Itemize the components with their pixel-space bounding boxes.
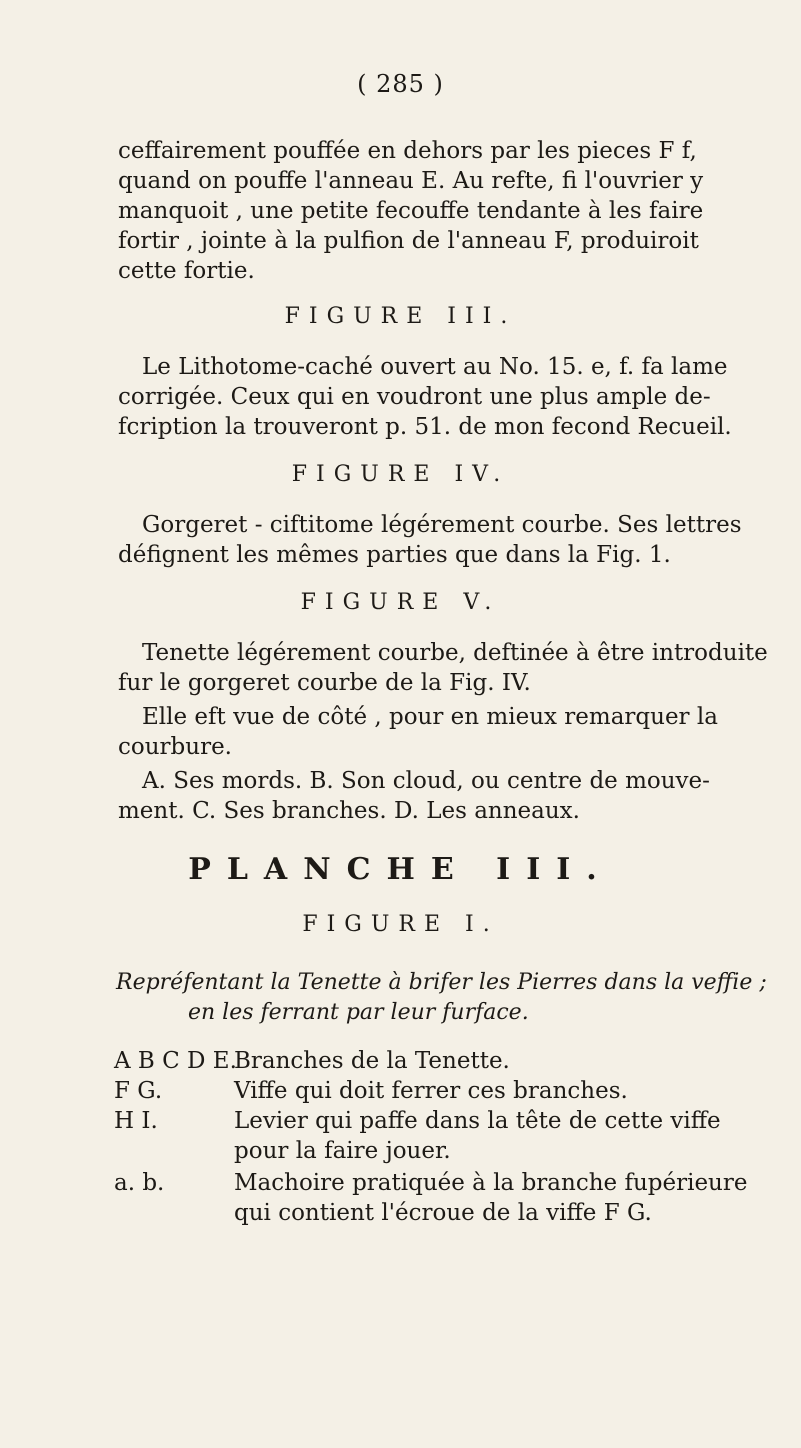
text-line: corrigée. Ceux qui en voudront une plus ample de- <box>118 384 711 410</box>
text-line: Le Lithotome-caché ouvert au No. 15. e, f. fa lame <box>142 354 728 380</box>
legend-row <box>114 1198 652 1228</box>
legend-key: F G. <box>114 1078 163 1104</box>
text-line: défignent les mêmes parties que dans la Fig. 1. <box>118 542 671 568</box>
legend-row <box>114 1076 628 1106</box>
text-line: fur le gorgeret courbe de la Fig. IV. <box>118 670 531 696</box>
text-line: cette fortie. <box>118 258 255 284</box>
legend-text: Levier qui paffe dans la tête de cette viffe <box>234 1108 721 1134</box>
legend-text: Branches de la Tenette. <box>234 1048 510 1074</box>
legend-text: qui contient l'écroue de la viffe F G. <box>234 1200 652 1226</box>
legend-row <box>114 1168 747 1198</box>
figure-heading: FIGURE IV. <box>291 462 510 487</box>
text-line: fcription la trouveront p. 51. de mon fecond Recueil. <box>118 414 732 440</box>
legend-row <box>114 1106 721 1136</box>
text-line: quand on pouffe l'anneau E. Au refte, fi l'ouvrier y <box>118 168 704 194</box>
text-line: courbure. <box>118 734 232 760</box>
caption-line: en les ferrant par leur furface. <box>188 1000 529 1025</box>
figure-heading: FIGURE I. <box>302 912 499 937</box>
legend-key: H I. <box>114 1108 158 1134</box>
legend-text: pour la faire jouer. <box>234 1138 451 1164</box>
legend-row <box>114 1136 451 1166</box>
plate-heading: PLANCHE III. <box>188 852 613 887</box>
legend-row <box>114 1046 510 1076</box>
legend-text: Viffe qui doit ferrer ces branches. <box>234 1078 628 1104</box>
text-line: manquoit , une petite fecouffe tendante à les faire <box>118 198 704 224</box>
text-line: ment. C. Ses branches. D. Les anneaux. <box>118 798 580 824</box>
figure-heading: FIGURE V. <box>300 590 501 615</box>
text-line: Gorgeret - ciftitome légérement courbe. Ses lettres <box>142 512 742 538</box>
text-line: ceffairement pouffée en dehors par les pieces F f, <box>118 138 697 164</box>
legend-text: Machoire pratiquée à la branche fupérieure <box>234 1170 748 1196</box>
page-number: ( 285 ) <box>357 70 444 98</box>
text-line: fortir , jointe à la pulfion de l'anneau F, produiroit <box>118 228 699 254</box>
text-line: Tenette légérement courbe, deftinée à être introduite <box>142 640 768 666</box>
legend-key: a. b. <box>114 1170 165 1196</box>
legend-key: A B C D E. <box>114 1048 237 1074</box>
figure-heading: FIGURE III. <box>284 304 517 329</box>
text-line: A. Ses mords. B. Son cloud, ou centre de mouve- <box>142 768 710 794</box>
text-line: Elle eft vue de côté , pour en mieux remarquer la <box>142 704 718 730</box>
caption-line: Repréfentant la Tenette à brifer les Pierres dans la veffie ; <box>116 970 767 995</box>
